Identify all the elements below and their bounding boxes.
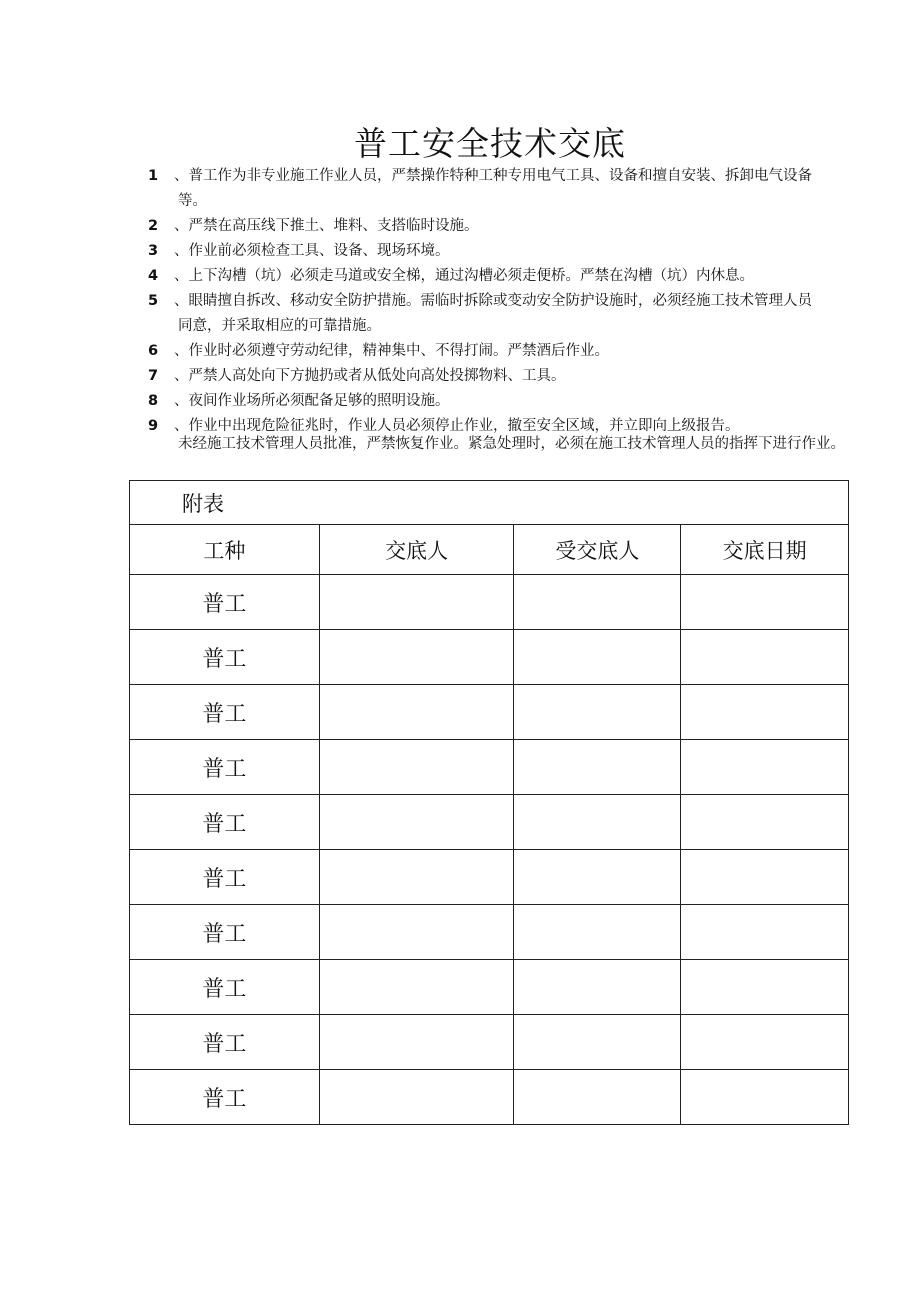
item-number: 9 [148, 418, 159, 434]
table-caption-row [130, 481, 849, 525]
date-cell[interactable] [681, 1070, 849, 1125]
item-text: 、眼睛擅自拆改、移动安全防护措施。需临时拆除或变动安全防护设施时，必须经施工技术管理人员 [174, 293, 812, 309]
list-item [148, 289, 848, 339]
date-cell[interactable] [681, 740, 849, 795]
header-cell-presenter: 交底人 [319, 525, 514, 575]
table-row [130, 1070, 849, 1125]
item-number: 5 [148, 293, 159, 309]
item-number: 2 [148, 218, 159, 234]
item-text: 、严禁人高处向下方抛扔或者从低处向高处投掷物料、工具。 [174, 368, 566, 384]
presenter-cell[interactable] [319, 685, 514, 740]
date-cell[interactable] [681, 905, 849, 960]
list-item [148, 339, 848, 364]
table-row [130, 1015, 849, 1070]
recipient-cell[interactable] [514, 740, 681, 795]
recipient-cell[interactable] [514, 850, 681, 905]
list-item [148, 214, 848, 239]
list-item [148, 389, 848, 414]
list-item [148, 364, 848, 389]
date-cell[interactable] [681, 575, 849, 630]
kind-cell: 普工 [130, 960, 320, 1015]
kind-cell: 普工 [130, 685, 320, 740]
presenter-cell[interactable] [319, 795, 514, 850]
recipient-cell[interactable] [514, 795, 681, 850]
table-row [130, 685, 849, 740]
kind-cell: 普工 [130, 575, 320, 630]
table-row [130, 905, 849, 960]
recipient-cell[interactable] [514, 1070, 681, 1125]
header-cell-kind: 工种 [130, 525, 320, 575]
table-row [130, 850, 849, 905]
list-item [148, 239, 848, 264]
date-cell[interactable] [681, 630, 849, 685]
presenter-cell[interactable] [319, 630, 514, 685]
page-title: 普工安全技术交底 [354, 124, 626, 163]
note-paragraph: 未经施工技术管理人员批准，严禁恢复作业。紧急处理时，必须在施工技术管理人员的指挥下进行作业。 [178, 436, 845, 452]
date-cell[interactable] [681, 795, 849, 850]
kind-cell: 普工 [130, 630, 320, 685]
date-cell[interactable] [681, 685, 849, 740]
item-number: 7 [148, 368, 159, 384]
presenter-cell[interactable] [319, 740, 514, 795]
presenter-cell[interactable] [319, 575, 514, 630]
item-text: 、作业时必须遵守劳动纪律，精神集中、不得打闹。严禁酒后作业。 [174, 343, 609, 359]
recipient-cell[interactable] [514, 630, 681, 685]
item-number: 4 [148, 268, 159, 284]
recipient-cell[interactable] [514, 960, 681, 1015]
kind-cell: 普工 [130, 1015, 320, 1070]
table-caption: 附表 [130, 481, 849, 525]
item-continuation: 等。 [178, 193, 207, 209]
item-number: 1 [148, 168, 159, 184]
recipient-cell[interactable] [514, 905, 681, 960]
list-item [148, 264, 848, 289]
acknowledgement-table [129, 480, 849, 1125]
item-text: 、夜间作业场所必须配备足够的照明设施。 [174, 393, 450, 409]
header-cell-date: 交底日期 [681, 525, 849, 575]
item-text: 、普工作为非专业施工作业人员，严禁操作特种工种专用电气工具、设备和擅自安装、拆卸电气设备 [174, 168, 812, 184]
table-row [130, 630, 849, 685]
recipient-cell[interactable] [514, 575, 681, 630]
item-continuation: 同意，并采取相应的可靠措施。 [178, 318, 381, 334]
item-text: 、作业前必须检查工具、设备、现场环境。 [174, 243, 450, 259]
item-text: 、作业中出现危险征兆时，作业人员必须停止作业，撤至安全区域，并立即向上级报告。 [174, 418, 740, 434]
presenter-cell[interactable] [319, 850, 514, 905]
presenter-cell[interactable] [319, 1015, 514, 1070]
table-row [130, 575, 849, 630]
table-row [130, 795, 849, 850]
item-text: 、严禁在高压线下推土、堆料、支搭临时设施。 [174, 218, 479, 234]
item-number: 8 [148, 393, 159, 409]
kind-cell: 普工 [130, 740, 320, 795]
item-number: 6 [148, 343, 159, 359]
table-row [130, 960, 849, 1015]
date-cell[interactable] [681, 850, 849, 905]
safety-items-list [148, 164, 848, 439]
kind-cell: 普工 [130, 795, 320, 850]
item-number: 3 [148, 243, 159, 259]
header-cell-recipient: 受交底人 [514, 525, 681, 575]
recipient-cell[interactable] [514, 1015, 681, 1070]
date-cell[interactable] [681, 1015, 849, 1070]
kind-cell: 普工 [130, 1070, 320, 1125]
date-cell[interactable] [681, 960, 849, 1015]
presenter-cell[interactable] [319, 905, 514, 960]
recipient-cell[interactable] [514, 685, 681, 740]
presenter-cell[interactable] [319, 960, 514, 1015]
kind-cell: 普工 [130, 905, 320, 960]
presenter-cell[interactable] [319, 1070, 514, 1125]
kind-cell: 普工 [130, 850, 320, 905]
item-text: 、上下沟槽（坑）必须走马道或安全梯，通过沟槽必须走便桥。严禁在沟槽（坑）内休息。 [174, 268, 754, 284]
list-item [148, 164, 848, 214]
table-row [130, 740, 849, 795]
table-header-row [130, 525, 849, 575]
